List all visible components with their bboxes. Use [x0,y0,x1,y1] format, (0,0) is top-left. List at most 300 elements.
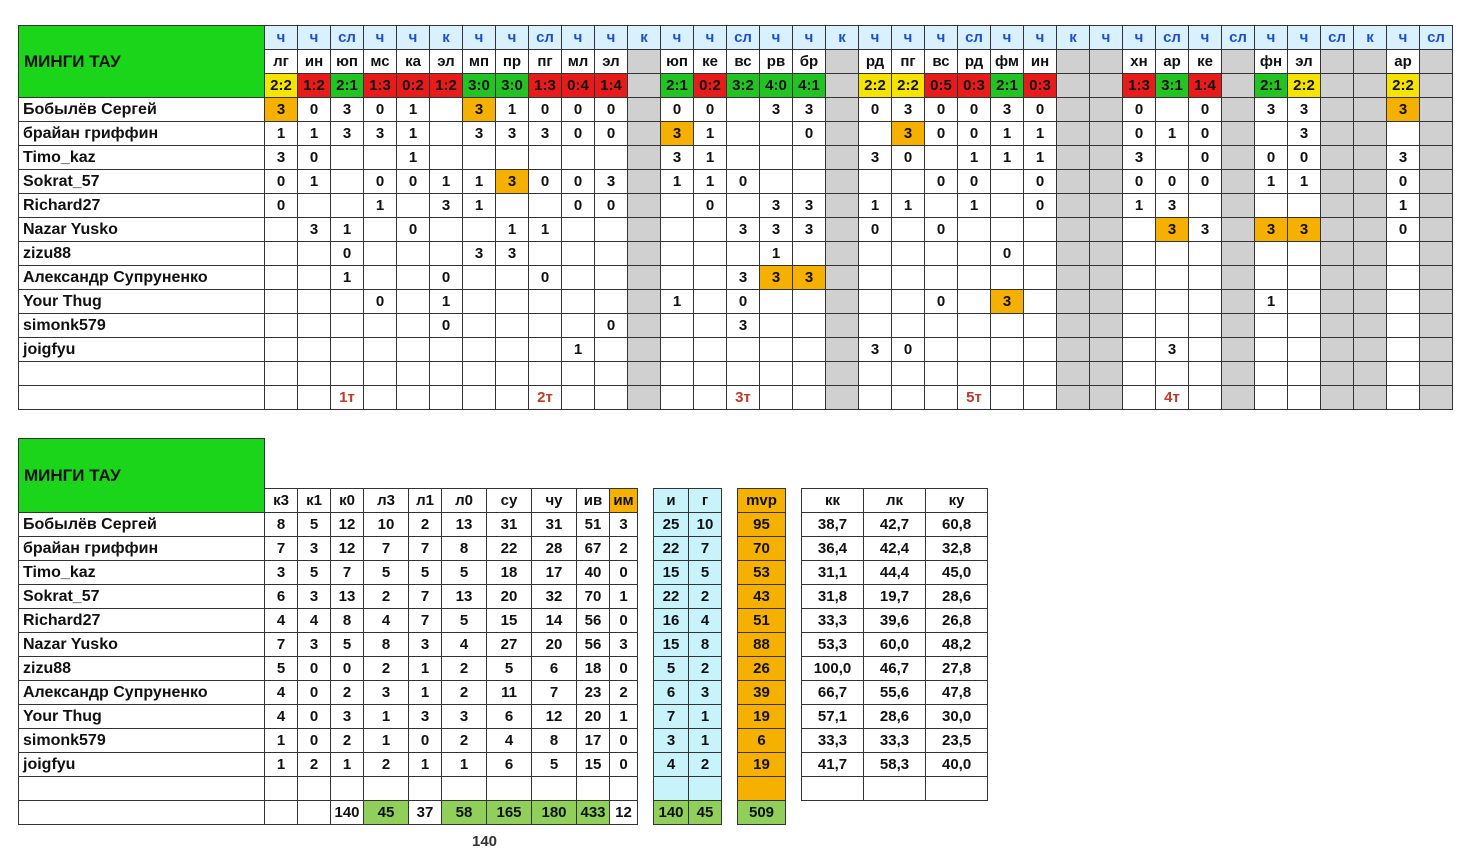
player-score-cell: 0 [1123,170,1156,194]
stat-value-cell: 20 [487,585,532,609]
stat-value-cell: 2 [689,753,722,777]
player-score-cell [430,98,463,122]
player-score-cell: 3 [463,242,496,266]
empty-cell [298,777,331,801]
player-score-cell: 3 [1156,194,1189,218]
player-score-cell [892,266,925,290]
player-score-cell [529,194,562,218]
stat-value-cell: 22 [487,537,532,561]
opponent-cell: мп [463,50,496,74]
match-type-cell: к [1354,26,1387,50]
stat-value-cell: 0 [610,561,638,585]
stats-player-row [19,681,988,705]
stat-value-cell: 67 [577,537,610,561]
stat-value-cell: 0 [298,729,331,753]
player-score-cell [562,218,595,242]
tour-cell [892,386,925,410]
player-score-cell [595,146,628,170]
stat-value-cell: 7 [409,609,442,633]
player-score-cell [1189,290,1222,314]
player-score-cell: 1 [298,122,331,146]
player-score-cell [1354,98,1387,122]
opponent-cell [1321,50,1354,74]
tour-cell [364,386,397,410]
stats-player-row [19,705,988,729]
player-name: joigfyu [19,753,265,777]
tour-cell [595,386,628,410]
player-score-cell: 3 [991,98,1024,122]
stat-value-cell: 1 [442,753,487,777]
stat-value-cell: 8 [442,537,487,561]
stat-value-cell: 12 [331,513,364,537]
opponent-cell: мс [364,50,397,74]
player-score-cell [793,338,826,362]
player-score-cell [1420,194,1453,218]
stats-empty-row [19,777,988,801]
empty-cell [1090,362,1123,386]
stat-value-cell: 51 [738,609,786,633]
stat-value-cell: 5 [298,561,331,585]
player-score-cell [1123,218,1156,242]
player-score-cell [1387,122,1420,146]
player-score-cell [1057,170,1090,194]
gap-cell [722,561,738,585]
player-score-cell [397,290,430,314]
player-row [19,98,1453,122]
match-type-cell: ч [397,26,430,50]
player-score-cell: 1 [760,242,793,266]
empty-cell [463,362,496,386]
stat-value-cell: 33,3 [802,729,864,753]
player-score-cell [925,194,958,218]
stat-value-cell: 2 [442,681,487,705]
gap-cell [638,705,654,729]
player-score-cell: 1 [463,170,496,194]
empty-cell [727,362,760,386]
score-cell: 2:2 [892,74,925,98]
stat-value-cell: 5 [331,633,364,657]
stat-value-cell: 39 [738,681,786,705]
player-score-cell [1090,242,1123,266]
empty-cell [1189,362,1222,386]
empty-cell [496,362,529,386]
player-score-cell: 3 [793,218,826,242]
player-score-cell [760,314,793,338]
stat-value-cell: 3 [409,705,442,729]
player-score-cell [1387,242,1420,266]
empty-cell [654,777,689,801]
player-score-cell [364,266,397,290]
player-score-cell: 1 [265,122,298,146]
tour-cell [430,386,463,410]
gap-cell [864,801,926,825]
stat-value-cell: 10 [689,513,722,537]
match-type-cell: ч [694,26,727,50]
player-score-cell [859,266,892,290]
tour-row [19,386,1453,410]
player-score-cell [1321,194,1354,218]
player-score-cell [1354,170,1387,194]
player-score-cell: 3 [529,122,562,146]
stat-value-cell: 3 [409,633,442,657]
empty-cell [1024,362,1057,386]
player-score-cell [694,290,727,314]
player-score-cell [1156,290,1189,314]
gap-cell [786,753,802,777]
empty-row [19,362,1453,386]
player-score-cell [1222,194,1255,218]
player-score-cell: 0 [595,122,628,146]
tour-cell: 5т [958,386,991,410]
match-type-cell: ч [1123,26,1156,50]
match-type-cell: сл [331,26,364,50]
stat-value-cell: 5 [364,561,409,585]
gap-cell [786,609,802,633]
player-score-cell: 0 [595,98,628,122]
opponent-cell: рд [958,50,991,74]
stat-value-cell: 28,6 [864,705,926,729]
score-cell: 1:4 [1189,74,1222,98]
opponent-cell: ар [1387,50,1420,74]
player-score-cell [628,290,661,314]
player-score-cell: 3 [727,266,760,290]
player-score-cell: 1 [331,218,364,242]
player-score-cell [760,122,793,146]
stat-value-cell: 95 [738,513,786,537]
stat-value-cell: 2 [364,585,409,609]
player-score-cell: 0 [925,170,958,194]
player-score-cell [1387,314,1420,338]
player-score-cell [1288,266,1321,290]
opponent-cell [826,50,859,74]
player-score-cell: 3 [496,122,529,146]
player-score-cell [1321,146,1354,170]
player-score-cell: 0 [1024,194,1057,218]
stat-value-cell: 60,0 [864,633,926,657]
stat-value-cell: 1 [364,729,409,753]
player-score-cell: 1 [958,194,991,218]
stat-value-cell: 8 [364,633,409,657]
player-score-cell: 0 [661,98,694,122]
player-score-cell [1057,98,1090,122]
player-score-cell: 1 [1288,170,1321,194]
player-score-cell [826,314,859,338]
player-score-cell: 3 [496,242,529,266]
stat-value-cell: 20 [532,633,577,657]
player-score-cell: 3 [727,314,760,338]
player-name: Timo_kaz [19,146,265,170]
player-score-cell [1387,290,1420,314]
player-score-cell [595,218,628,242]
gap-cell [722,705,738,729]
stat-value-cell: 27,8 [926,657,988,681]
player-score-cell [1189,266,1222,290]
player-score-cell [661,242,694,266]
player-score-cell [826,290,859,314]
player-score-cell [1090,122,1123,146]
player-score-cell [430,146,463,170]
player-score-cell: 3 [760,98,793,122]
gap-cell [638,609,654,633]
score-cell: 1:3 [529,74,562,98]
stat-value-cell: 12 [331,537,364,561]
stat-value-cell: 25 [654,513,689,537]
player-score-cell [628,194,661,218]
player-score-cell: 0 [925,218,958,242]
gap-cell [638,753,654,777]
player-score-cell [529,146,562,170]
total-note: 140 [472,833,498,850]
empty-cell [562,362,595,386]
player-score-cell: 3 [298,218,331,242]
player-score-cell: 1 [1123,194,1156,218]
stat-value-cell: 4 [265,681,298,705]
gap-cell [722,489,738,513]
stats-player-row [19,609,988,633]
player-score-cell [793,242,826,266]
player-score-cell [694,266,727,290]
player-name: Sokrat_57 [19,585,265,609]
gap-cell [722,729,738,753]
player-score-cell [892,314,925,338]
stat-value-cell: 3 [298,585,331,609]
player-score-cell [1123,242,1156,266]
gap-cell [722,801,738,825]
player-score-cell [463,266,496,290]
stat-value-cell: 26 [738,657,786,681]
player-score-cell [628,338,661,362]
match-type-cell: ч [925,26,958,50]
player-score-cell: 0 [727,170,760,194]
player-score-cell [298,338,331,362]
tour-cell [793,386,826,410]
stat-value-cell: 56 [577,633,610,657]
stat-value-cell: 2 [442,657,487,681]
player-score-cell [397,314,430,338]
stat-value-cell: 1 [610,585,638,609]
player-score-cell: 0 [562,170,595,194]
player-score-cell [1354,290,1387,314]
opponent-cell [1222,50,1255,74]
player-score-cell: 1 [1387,194,1420,218]
opponent-cell: хн [1123,50,1156,74]
score-cell: 2:2 [1387,74,1420,98]
player-score-cell: 1 [892,194,925,218]
player-score-cell: 3 [661,146,694,170]
stat-value-cell: 2 [331,681,364,705]
opponent-cell: эл [430,50,463,74]
gap-cell [638,513,654,537]
total-cell: 45 [364,801,409,825]
score-cell [1321,74,1354,98]
player-score-cell [364,338,397,362]
stat-value-cell: 2 [689,657,722,681]
gap-cell [638,561,654,585]
total-cell: 140 [331,801,364,825]
stat-value-cell: 5 [442,609,487,633]
player-score-cell [1354,218,1387,242]
player-score-cell [826,338,859,362]
player-row [19,338,1453,362]
tour-cell [760,386,793,410]
player-score-cell [331,290,364,314]
player-score-cell [958,314,991,338]
player-score-cell [1321,98,1354,122]
player-score-cell [1156,242,1189,266]
player-score-cell [1255,338,1288,362]
empty-cell [1288,362,1321,386]
gap-cell [638,633,654,657]
stat-value-cell: 15 [487,609,532,633]
stat-value-cell: 2 [364,657,409,681]
match-type-cell: сл [1222,26,1255,50]
player-score-cell [595,242,628,266]
stat-value-cell: 18 [487,561,532,585]
player-score-cell [826,218,859,242]
player-score-cell [1057,122,1090,146]
stats-header-cell: кк [802,489,864,513]
total-label-cell [19,801,265,825]
player-score-cell [1288,242,1321,266]
stat-value-cell: 7 [331,561,364,585]
player-score-cell [925,146,958,170]
opponent-cell: рд [859,50,892,74]
stat-value-cell: 7 [409,537,442,561]
stat-value-cell: 4 [364,609,409,633]
player-score-cell [925,314,958,338]
stat-value-cell: 3 [442,705,487,729]
player-score-cell: 0 [397,218,430,242]
stat-value-cell: 40 [577,561,610,585]
stat-value-cell: 3 [298,537,331,561]
stat-value-cell: 15 [654,633,689,657]
score-cell: 2:1 [661,74,694,98]
player-score-cell: 3 [760,194,793,218]
opponent-cell: ке [694,50,727,74]
player-score-cell: 1 [562,338,595,362]
tour-cell [265,386,298,410]
player-score-cell: 1 [1255,170,1288,194]
player-score-cell [496,314,529,338]
gap-cell [786,681,802,705]
gap-cell [722,681,738,705]
stat-value-cell: 1 [409,681,442,705]
stat-value-cell: 4 [689,609,722,633]
empty-cell [926,777,988,801]
opponent-cell [1420,50,1453,74]
player-score-cell: 0 [397,170,430,194]
empty-cell [694,362,727,386]
stat-value-cell: 22 [654,537,689,561]
stat-value-cell: 3 [610,513,638,537]
empty-cell [689,777,722,801]
match-type-cell: ч [1387,26,1420,50]
empty-cell [265,362,298,386]
stat-value-cell: 0 [409,729,442,753]
stat-value-cell: 6 [738,729,786,753]
player-score-cell [991,170,1024,194]
stat-value-cell: 32,8 [926,537,988,561]
player-score-cell [1288,194,1321,218]
score-cell: 3:1 [1156,74,1189,98]
stats-player-row [19,657,988,681]
gap-cell [638,585,654,609]
player-score-cell: 3 [1288,122,1321,146]
stat-value-cell: 7 [364,537,409,561]
match-type-cell: ч [1189,26,1222,50]
stat-value-cell: 5 [265,657,298,681]
stat-value-cell: 28,6 [926,585,988,609]
player-score-cell [760,146,793,170]
stat-value-cell: 13 [331,585,364,609]
player-score-cell: 0 [595,194,628,218]
player-score-cell [1354,314,1387,338]
player-score-cell [265,242,298,266]
player-score-cell [1222,98,1255,122]
tour-cell [661,386,694,410]
stat-value-cell: 28 [532,537,577,561]
stats-header-cell: и [654,489,689,513]
stat-value-cell: 32 [532,585,577,609]
player-score-cell: 0 [859,98,892,122]
player-score-cell: 0 [1387,170,1420,194]
player-score-cell [1057,290,1090,314]
score-cell: 1:2 [430,74,463,98]
player-score-cell [1420,146,1453,170]
stats-header-cell: к1 [298,489,331,513]
player-score-cell [1321,266,1354,290]
player-name: simonk579 [19,314,265,338]
player-score-cell [265,290,298,314]
total-cell: 37 [409,801,442,825]
stat-value-cell: 41,7 [802,753,864,777]
opponent-cell: пр [496,50,529,74]
team-name-cell: МИНГИ ТАУ [19,26,265,98]
score-cell: 3:2 [727,74,760,98]
empty-cell [442,777,487,801]
stat-value-cell: 3 [298,633,331,657]
total-cell: 433 [577,801,610,825]
stat-value-cell: 7 [654,705,689,729]
player-score-cell [1420,170,1453,194]
player-score-cell: 3 [1156,218,1189,242]
player-score-cell [1189,242,1222,266]
stat-value-cell: 53 [738,561,786,585]
team-name-cell: МИНГИ ТАУ [19,439,265,513]
opponent-cell: эл [595,50,628,74]
player-score-cell [496,146,529,170]
empty-cell [991,362,1024,386]
player-score-cell [727,338,760,362]
tour-cell [1354,386,1387,410]
player-score-cell: 3 [1255,218,1288,242]
stat-value-cell: 7 [265,537,298,561]
gap-cell [786,705,802,729]
opponent-cell: пг [892,50,925,74]
empty-cell [786,777,802,801]
score-cell: 2:1 [991,74,1024,98]
match-type-cell: ч [463,26,496,50]
match-type-cell: сл [1321,26,1354,50]
stat-value-cell: 36,4 [802,537,864,561]
player-score-cell [1222,290,1255,314]
player-score-cell: 0 [331,242,364,266]
player-score-cell: 0 [925,290,958,314]
stat-value-cell: 17 [532,561,577,585]
gap-cell [638,729,654,753]
match-type-cell: ч [1090,26,1123,50]
player-score-cell: 3 [463,122,496,146]
